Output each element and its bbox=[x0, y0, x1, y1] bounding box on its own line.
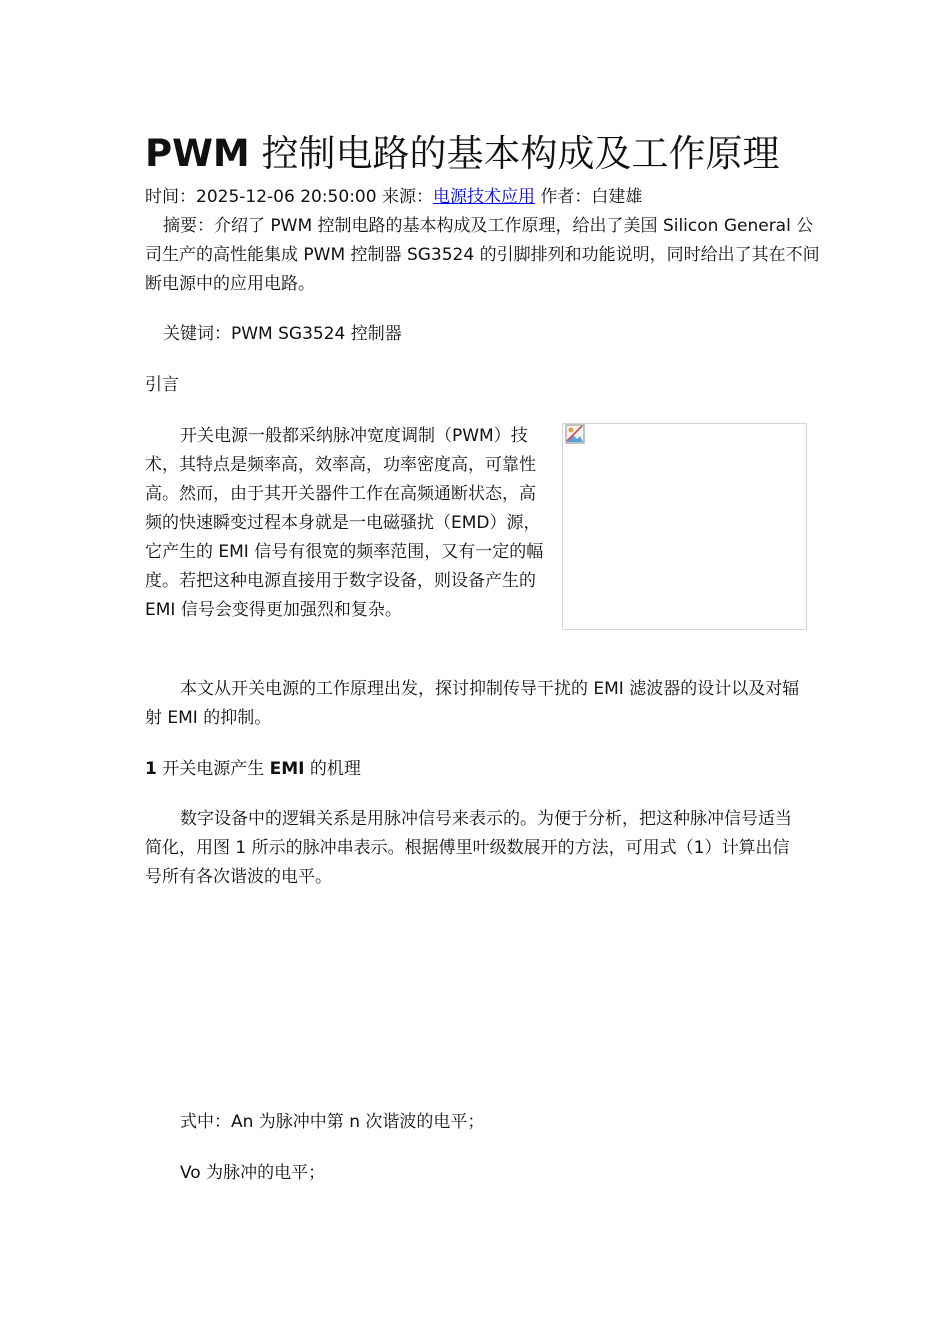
paragraph-3: 数字设备中的逻辑关系是用脉冲信号来表示的。为便于分析，把这种脉冲信号适当简化，用图 1 所示的脉冲串表示。根据傅里叶级数展开的方法，可用式（1）计算出信号所有各次谐波的电平。 bbox=[145, 809, 792, 887]
section-1-number: 1 bbox=[145, 759, 157, 779]
section-1-heading bbox=[145, 755, 361, 784]
time-label: 时间： bbox=[145, 187, 196, 207]
formula-note-2: Vo 为脉冲的电平； bbox=[180, 1163, 326, 1183]
publish-time: 2025-12-06 20:50:00 bbox=[196, 187, 377, 207]
page-title bbox=[145, 128, 780, 180]
paragraph-2: 本文从开关电源的工作原理出发，探讨抑制传导干扰的 EMI 滤波器的设计以及对辐射 EMI 的抑制。 bbox=[145, 679, 800, 728]
figure-image bbox=[562, 423, 807, 630]
abstract-paragraph bbox=[145, 212, 825, 299]
title-en: PWM bbox=[145, 132, 250, 175]
intro-paragraph: 开关电源一般都采纳脉冲宽度调制（PWM）技术，其特点是频率高，效率高，功率密度高，可靠性高。然而，由于其开关器件工作在高频通断状态，高频的快速瞬变过程本身就是一电磁骚扰（EMD）源，它产生的 EMI 信号有很宽的频率范围，又有一定的幅度。若把这种电源直接用于数字设备，则设备产生的 EMI 信号会变得更加强烈和复杂。 bbox=[145, 426, 544, 620]
broken-image-icon bbox=[565, 424, 585, 444]
source-label: 来源： bbox=[376, 187, 433, 207]
formula-note-1: 式中：An 为脉冲中第 n 次谐波的电平； bbox=[180, 1112, 485, 1132]
section-1-text-b: 的机理 bbox=[304, 759, 361, 779]
section-1-bold: EMI bbox=[269, 759, 305, 779]
keywords: 关键词：PWM SG3524 控制器 bbox=[163, 324, 402, 344]
author-name: 白建雄 bbox=[591, 187, 643, 207]
source-link[interactable]: 电源技术应用 bbox=[432, 187, 535, 207]
section-1-text-a: 开关电源产生 bbox=[156, 759, 270, 779]
intro-heading: 引言 bbox=[145, 375, 179, 395]
abstract-text: 摘要：介绍了 PWM 控制电路的基本构成及工作原理，给出了美国 Silicon General 公司生产的高性能集成 PWM 控制器 SG3524 的引脚排列和功能说明，同时给出了其在不间断电源中的应用电路。 bbox=[145, 216, 820, 294]
title-cn: 控制电路的基本构成及工作原理 bbox=[249, 132, 780, 175]
article-meta bbox=[145, 183, 642, 212]
author-label: 作者： bbox=[534, 187, 592, 207]
